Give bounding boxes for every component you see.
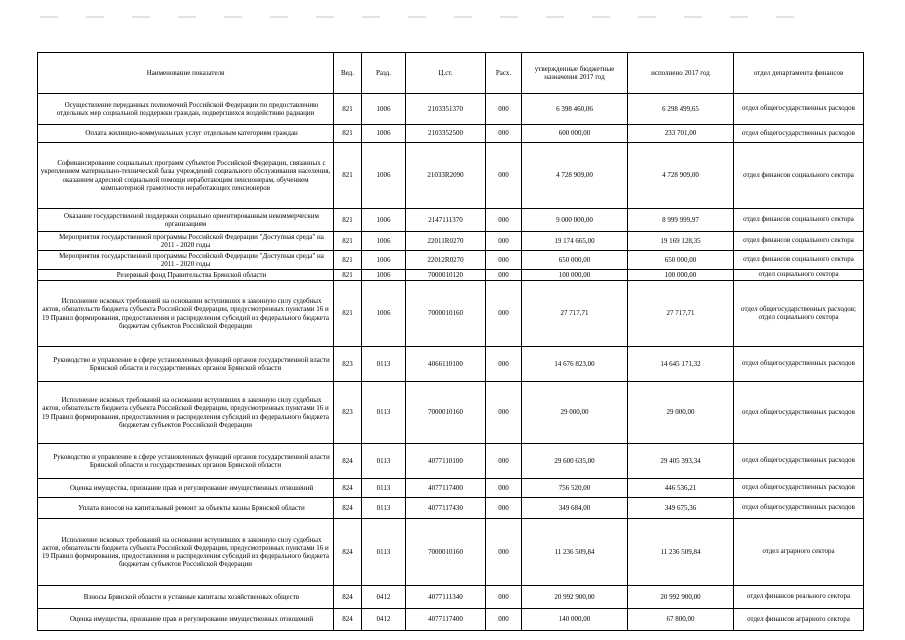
row-razd: 1006 (362, 209, 406, 232)
row-rash: 000 (486, 609, 522, 631)
row-dept: отдел общегосударственных расходов (734, 444, 864, 479)
row-cst: 4077117430 (406, 498, 486, 519)
row-plan: 100 000,00 (522, 270, 628, 281)
row-ved: 824 (334, 444, 362, 479)
table-row (38, 232, 864, 251)
row-ved: 823 (334, 382, 362, 444)
header-cst: Ц.ст. (406, 53, 486, 94)
table-body (38, 94, 864, 631)
row-ved: 824 (334, 498, 362, 519)
table-row (38, 270, 864, 281)
row-razd: 0113 (362, 444, 406, 479)
row-razd: 0113 (362, 382, 406, 444)
row-cst: 7000010160 (406, 281, 486, 347)
row-name: Взносы Брянской области в уставные капиталы хозяйственных обществ (38, 586, 334, 609)
row-cst: 4066110100 (406, 347, 486, 382)
row-dept: отдел общегосударственных расходов (734, 479, 864, 498)
row-fact: 29 405 393,34 (628, 444, 734, 479)
row-razd: 0113 (362, 479, 406, 498)
row-fact: 67 800,00 (628, 609, 734, 631)
header-rash: Расх. (486, 53, 522, 94)
row-fact: 20 992 900,00 (628, 586, 734, 609)
header-name: Наименование показателя (38, 53, 334, 94)
row-name: Оказание государственной поддержки социально ориентированным некоммерческим организациям (38, 209, 334, 232)
row-dept: отдел финансов социального сектора (734, 143, 864, 209)
row-plan: 756 520,00 (522, 479, 628, 498)
row-plan: 140 000,00 (522, 609, 628, 631)
row-rash: 000 (486, 251, 522, 270)
row-ved: 821 (334, 281, 362, 347)
row-ved: 821 (334, 270, 362, 281)
table-row (38, 125, 864, 143)
row-ved: 824 (334, 609, 362, 631)
row-plan: 349 684,00 (522, 498, 628, 519)
row-dept: отдел общегосударственных расходов (734, 94, 864, 125)
row-cst: 4077111340 (406, 586, 486, 609)
row-plan: 650 000,00 (522, 251, 628, 270)
table-row (38, 347, 864, 382)
row-razd: 1006 (362, 232, 406, 251)
row-cst: 4077110100 (406, 444, 486, 479)
row-name: Уплата взносов на капитальный ремонт за объекты казны Брянской области (38, 498, 334, 519)
table-row (38, 281, 864, 347)
row-dept: отдел социального сектора (734, 270, 864, 281)
row-dept: отдел общегосударственных расходов (734, 347, 864, 382)
row-fact: 349 675,36 (628, 498, 734, 519)
row-razd: 1006 (362, 281, 406, 347)
row-dept: отдел общегосударственных расходов (734, 382, 864, 444)
row-ved: 821 (334, 232, 362, 251)
row-rash: 000 (486, 519, 522, 586)
row-rash: 000 (486, 347, 522, 382)
row-name: Оплата жилищно-коммунальных услуг отдельным категориям граждан (38, 125, 334, 143)
row-plan: 29 600 635,00 (522, 444, 628, 479)
row-razd: 0412 (362, 609, 406, 631)
scan-artifact (40, 16, 820, 18)
row-plan: 19 174 665,00 (522, 232, 628, 251)
row-rash: 000 (486, 209, 522, 232)
row-rash: 000 (486, 94, 522, 125)
table-row (38, 444, 864, 479)
row-name: Руководство и управление в сфере установленных функций органов государственной власти Брянской области и государственных органов Брянской области (38, 444, 334, 479)
row-dept: отдел аграрного сектора (734, 519, 864, 586)
row-razd: 1006 (362, 94, 406, 125)
row-name: Исполнение исковых требований на основании вступивших в законную силу судебных актов, обязательств бюджета субъекта Российской Федерации, предусмотренных пунктами 16 и 19 Правил формирования, предоставления и распределения субсидий из федерального бюджета бюджетам субъектов Российской Федерации (38, 519, 334, 586)
row-dept: отдел общегосударственных расходов (734, 498, 864, 519)
row-rash: 000 (486, 232, 522, 251)
row-cst: 2147111370 (406, 209, 486, 232)
row-dept: отдел общегосударственных расходов (734, 125, 864, 143)
row-dept: отдел финансов социального сектора (734, 251, 864, 270)
table-row (38, 209, 864, 232)
row-razd: 1006 (362, 251, 406, 270)
row-plan: 4 728 909,00 (522, 143, 628, 209)
row-ved: 824 (334, 479, 362, 498)
row-name: Резервный фонд Правительства Брянской области (38, 270, 334, 281)
header-row (38, 53, 864, 94)
row-name: Оценка имущества, признание прав и регулирование имущественных отношений (38, 479, 334, 498)
table-row (38, 251, 864, 270)
row-rash: 000 (486, 498, 522, 519)
row-cst: 4077117400 (406, 479, 486, 498)
row-dept: отдел финансов реального сектора (734, 586, 864, 609)
table-row (38, 498, 864, 519)
table-row (38, 609, 864, 631)
row-fact: 650 000,00 (628, 251, 734, 270)
row-name: Исполнение исковых требований на основании вступивших в законную силу судебных актов, обязательств бюджета субъекта Российской Федерации, предусмотренных пунктами 16 и 19 Правил формирования, предоставления и распределения субсидий из федерального бюджета бюджетам субъектов Российской Федерации (38, 281, 334, 347)
budget-execution-table (37, 52, 864, 631)
row-rash: 000 (486, 479, 522, 498)
header-plan: утвержденные бюджетные назначения 2017 год (522, 53, 628, 94)
table-row (38, 519, 864, 586)
row-rash: 000 (486, 270, 522, 281)
row-razd: 0113 (362, 519, 406, 586)
header-razd: Разд. (362, 53, 406, 94)
row-fact: 4 728 909,00 (628, 143, 734, 209)
row-fact: 14 645 171,32 (628, 347, 734, 382)
row-name: Мероприятия государственной программы Российской Федерации "Доступная среда" на 2011 - 2020 годы (38, 251, 334, 270)
row-razd: 0113 (362, 498, 406, 519)
row-plan: 29 000,00 (522, 382, 628, 444)
row-rash: 000 (486, 143, 522, 209)
row-dept: отдел финансов аграрного сектора (734, 609, 864, 631)
row-fact: 29 000,00 (628, 382, 734, 444)
row-razd: 1006 (362, 270, 406, 281)
row-plan: 20 992 900,00 (522, 586, 628, 609)
row-name: Софинансирование социальных программ субъектов Российской Федерации, связанных с укреплением материально-технической базы учреждений социального обслуживания населения, оказанием адресной социальной помощи неработающим пенсионерам, обучением компьютерной грамотности неработающих пенсионеров (38, 143, 334, 209)
row-name: Руководство и управление в сфере установленных функций органов государственной власти Брянской области и государственных органов Брянской области (38, 347, 334, 382)
row-name: Мероприятия государственной программы Российской Федерации "Доступная среда" на 2011 - 2020 годы (38, 232, 334, 251)
row-razd: 1006 (362, 143, 406, 209)
row-cst: 7000010120 (406, 270, 486, 281)
row-razd: 1006 (362, 125, 406, 143)
row-fact: 233 701,00 (628, 125, 734, 143)
row-rash: 000 (486, 281, 522, 347)
row-cst: 22011R0270 (406, 232, 486, 251)
row-fact: 11 236 509,84 (628, 519, 734, 586)
row-cst: 2103352500 (406, 125, 486, 143)
table-row (38, 143, 864, 209)
row-rash: 000 (486, 444, 522, 479)
row-fact: 19 169 128,35 (628, 232, 734, 251)
row-dept: отдел финансов социального сектора (734, 232, 864, 251)
header-dept: отдел департамента финансов (734, 53, 864, 94)
row-cst: 22012R0270 (406, 251, 486, 270)
row-dept: отдел финансов социального сектора (734, 209, 864, 232)
row-name: Исполнение исковых требований на основании вступивших в законную силу судебных актов, обязательств бюджета субъекта Российской Федерации, предусмотренных пунктами 16 и 19 Правил формирования, предоставления и распределения субсидий из федерального бюджета бюджетам субъектов Российской Федерации (38, 382, 334, 444)
table-row (38, 586, 864, 609)
row-fact: 6 298 499,65 (628, 94, 734, 125)
row-name: Осуществление переданных полномочий Российской Федерации по предоставлению отдельных мер социальной поддержки граждан, подвергшихся воздействию радиации (38, 94, 334, 125)
row-dept: отдел общегосударственных расходов; отдел социального сектора (734, 281, 864, 347)
row-plan: 600 000,00 (522, 125, 628, 143)
row-razd: 0113 (362, 347, 406, 382)
row-cst: 7000010160 (406, 382, 486, 444)
row-fact: 446 536,21 (628, 479, 734, 498)
row-plan: 14 676 823,00 (522, 347, 628, 382)
row-cst: 2103351370 (406, 94, 486, 125)
table-header (38, 53, 864, 94)
row-plan: 27 717,71 (522, 281, 628, 347)
header-fact: исполнено 2017 год (628, 53, 734, 94)
row-ved: 824 (334, 519, 362, 586)
table-row (38, 479, 864, 498)
row-ved: 821 (334, 251, 362, 270)
row-ved: 823 (334, 347, 362, 382)
row-cst: 4077117400 (406, 609, 486, 631)
row-fact: 100 000,00 (628, 270, 734, 281)
row-fact: 8 999 999,97 (628, 209, 734, 232)
header-ved: Вед. (334, 53, 362, 94)
row-name: Оценка имущества, признание прав и регулирование имущественных отношений (38, 609, 334, 631)
row-fact: 27 717,71 (628, 281, 734, 347)
row-cst: 7000010160 (406, 519, 486, 586)
row-cst: 21033R2090 (406, 143, 486, 209)
row-razd: 0412 (362, 586, 406, 609)
row-plan: 6 398 460,06 (522, 94, 628, 125)
table-row (38, 94, 864, 125)
row-plan: 11 236 509,84 (522, 519, 628, 586)
row-ved: 821 (334, 209, 362, 232)
row-ved: 821 (334, 125, 362, 143)
row-rash: 000 (486, 382, 522, 444)
row-plan: 9 000 000,00 (522, 209, 628, 232)
row-ved: 824 (334, 586, 362, 609)
row-rash: 000 (486, 125, 522, 143)
row-rash: 000 (486, 586, 522, 609)
table-row (38, 382, 864, 444)
row-ved: 821 (334, 143, 362, 209)
row-ved: 821 (334, 94, 362, 125)
